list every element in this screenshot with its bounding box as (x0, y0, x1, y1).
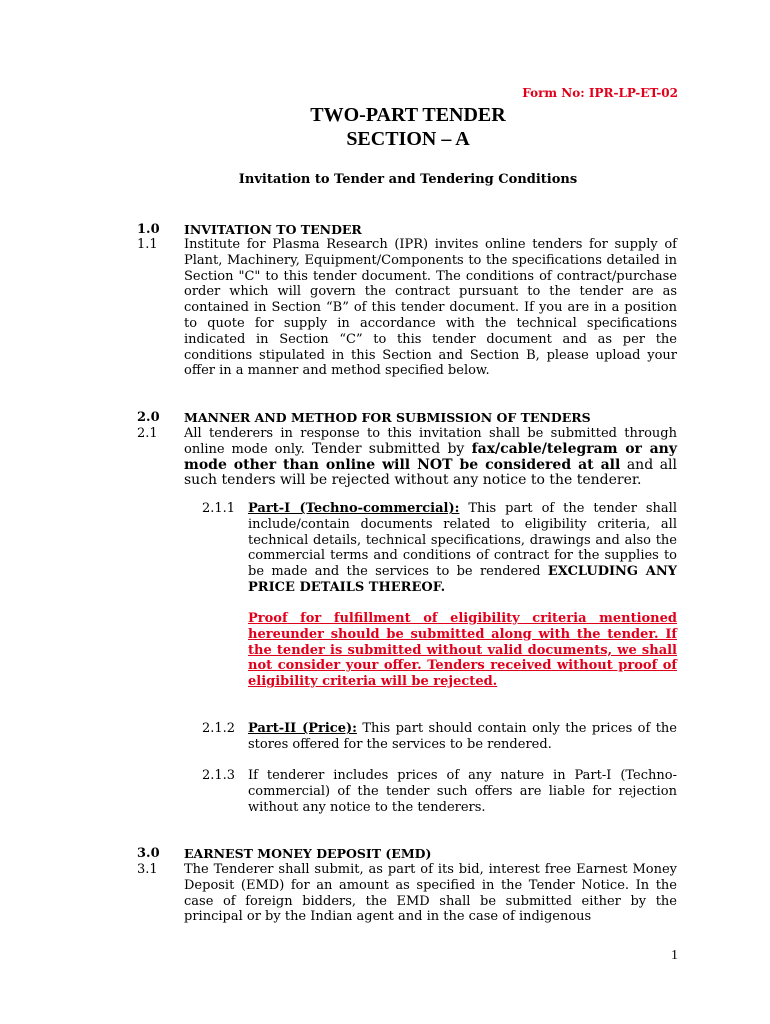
clause-number: 2.1 (137, 426, 158, 441)
subclause-text: If tenderer includes prices of any nature in Part-I (Techno-commercial) of the tender such offers are liable for rejection without any notice to the tenderers. (248, 768, 677, 815)
section-number: 1.0 (137, 222, 160, 237)
document-subtitle: Invitation to Tender and Tendering Conditions (238, 172, 578, 187)
section-heading: MANNER AND METHOD FOR SUBMISSION OF TENDERS (184, 410, 591, 425)
section-number: 3.0 (137, 846, 160, 861)
section-title: SECTION – A (346, 128, 470, 150)
subclause-number: 2.1.3 (202, 768, 236, 783)
subclause-text: Part-I (Techno-commercial): This part of the tender shall include/contain documents related to eligibility criteria, all technical details, technical specifications, drawings and also the commercial terms and conditions of contract for the supplies to be made and the services to be rendered EXCLUDING ANY PRICE DETAILS THEREOF. (248, 501, 678, 595)
clause-number: 1.1 (137, 237, 158, 252)
clause-text: Institute for Plasma Research (IPR) invites online tenders for supply of Plant, Machinery, Equipment/Components to the specifications detailed in Section "C" to this tender document. The conditions of contract/purchase order which will govern the contract pursuant to the tender are as contained in Section “B” of this tender document. If you are in a position to quote for supply in accordance with the technical specifications indicated in Section “C” to this tender document and as per the conditions stipulated in this Section and Section B, please upload your offer in a manner and method specified below. (184, 237, 677, 379)
section-heading: EARNEST MONEY DEPOSIT (EMD) (184, 846, 432, 861)
eligibility-warning: Proof for fulfillment of eligibility criteria mentioned hereunder should be submitted along with the tender. If the tender is submitted without valid documents, we shall not consider your offer. Tenders received without proof of eligibility criteria will be rejected. (248, 611, 677, 690)
form-number: Form No: IPR-LP-ET-02 (522, 86, 678, 100)
clause-text: The Tenderer shall submit, as part of its bid, interest free Earnest Money Deposit (EMD) for an amount as specified in the Tender Notice. In the case of foreign bidders, the EMD shall be submitted either by the principal or by the Indian agent and in the case of indigenous (184, 862, 677, 925)
document-title: TWO-PART TENDER (310, 104, 506, 126)
subclause-text: Part-II (Price): This part should contain only the prices of the stores offered for the services to be rendered. (248, 721, 677, 752)
clause-text: All tenderers in response to this invitation shall be submitted through online mode only. Tender submitted by fax/cable/telegram or any mode other than online will NOT be considered at all and all such tenders will be rejected without any notice to the tenderer. (184, 426, 678, 489)
clause-number: 3.1 (137, 862, 158, 877)
subclause-number: 2.1.1 (202, 501, 236, 516)
page-number: 1 (671, 948, 678, 963)
section-number: 2.0 (137, 410, 160, 425)
section-heading: INVITATION TO TENDER (184, 222, 362, 237)
subclause-number: 2.1.2 (202, 721, 236, 736)
